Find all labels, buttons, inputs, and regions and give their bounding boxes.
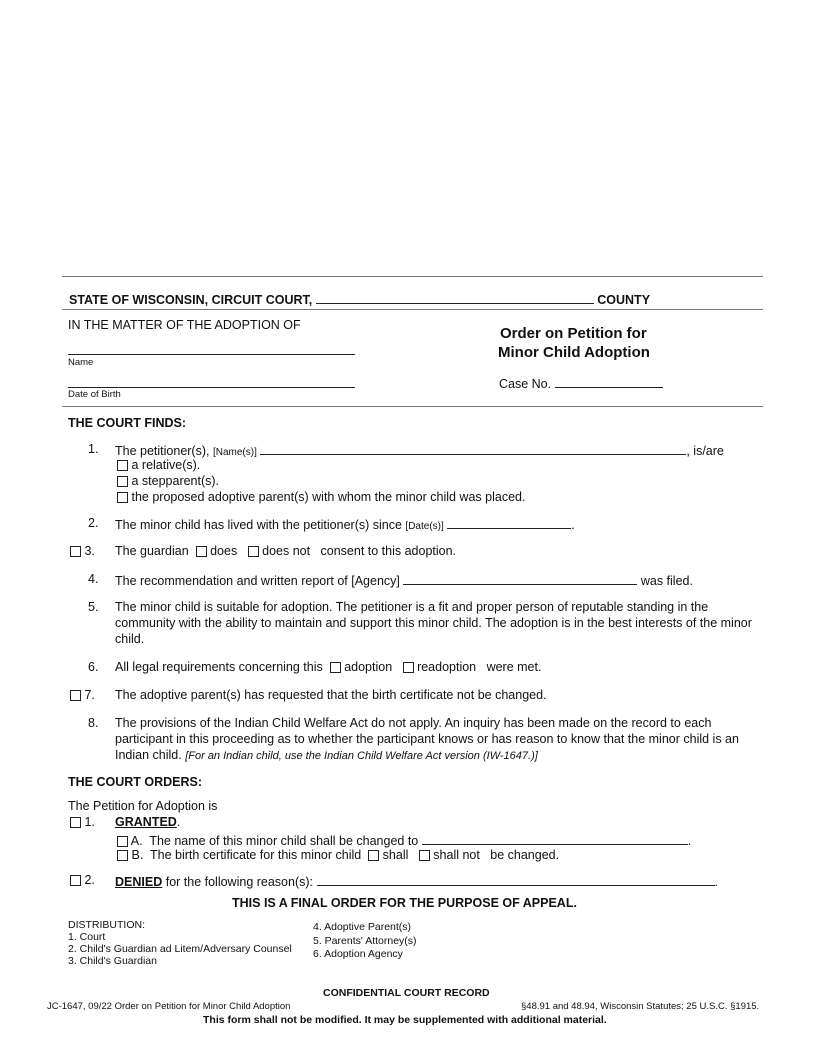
modification-notice: This form shall not be modified. It may be supplemented with additional material. [203,1014,607,1026]
order-1 [115,815,180,829]
stepparent-label: a stepparent(s). [131,474,220,488]
finding-1-bracket: [Name(s)] [212,447,257,458]
header-rule [62,309,763,310]
order-1-number: 1. [84,815,95,829]
order-1a-end: . [687,834,692,848]
finding-4-number: 4. [88,572,99,586]
stepparent-checkbox[interactable] [117,476,128,487]
date-of-birth-field[interactable] [68,387,355,388]
finding-1-suffix: , is/are [686,444,724,458]
distribution-item: 1. Court [68,931,106,943]
guardian-does-not-checkbox[interactable] [248,546,259,557]
adoption-label: adoption [344,660,393,674]
state-court-label: STATE OF WISCONSIN, CIRCUIT COURT, [69,293,313,307]
confidential-label: CONFIDENTIAL COURT RECORD [323,987,490,999]
finding-8-text: The provisions of the Indian Child Welfare Act do not apply. An inquiry has been made on the record to each participant in this proceeding as to whether the participant knows or has reason to know that the minor child is an Indian child. [115,716,739,762]
petitioner-names-field[interactable] [260,442,686,455]
order-2 [115,873,718,889]
order-1a [117,832,691,848]
finding-1-text: The petitioner(s), [115,444,210,458]
order-2-row [70,873,95,887]
finding-2-bracket: [Date(s)] [405,521,444,532]
denial-reasons-field[interactable] [317,873,715,886]
finding-3-checkbox[interactable] [70,546,81,557]
agency-field[interactable] [403,572,637,585]
order-1a-label: A. [130,834,143,848]
order-1b-label: B. [131,848,144,862]
finding-6-number: 6. [88,660,99,674]
distribution-item: 2. Child's Guardian ad Litem/Adversary Counsel [68,943,292,955]
distribution-heading: DISTRIBUTION: [68,919,146,931]
finding-1-option-b [117,474,219,488]
shall-checkbox[interactable] [368,850,379,861]
case-number-field[interactable] [555,375,663,388]
finding-3-row [70,544,95,558]
form-title-line1: Order on Petition for [500,325,647,342]
finding-4-end: was filed. [640,574,693,588]
county-label: COUNTY [597,293,651,307]
finding-2-text: The minor child has lived with the petitioner(s) since [115,518,402,532]
finding-4 [115,572,693,588]
does-label: does [210,544,238,558]
readoption-checkbox[interactable] [403,662,414,673]
caption-rule [62,406,763,407]
shall-not-checkbox[interactable] [419,850,430,861]
distribution-item: 6. Adoption Agency [313,948,403,960]
form-title-line2: Minor Child Adoption [498,344,650,361]
finding-7-checkbox[interactable] [70,690,81,701]
finding-1 [115,442,724,458]
finding-7-row [70,688,95,702]
child-name-field[interactable] [68,354,355,355]
finding-2-number: 2. [88,516,99,530]
adoptive-parent-checkbox[interactable] [117,492,128,503]
finding-1-option-a [117,458,200,472]
form-id: JC-1647, 09/22 Order on Petition for Minor Child Adoption [47,1001,291,1012]
denied-checkbox[interactable] [70,875,81,886]
readoption-label: readoption [417,660,477,674]
finding-3-number: 3. [84,544,95,558]
finding-8 [115,715,767,764]
finding-8-number: 8. [88,716,99,730]
order-1-row [70,815,95,829]
granted-checkbox[interactable] [70,817,81,828]
finding-6-end: were met. [486,660,542,674]
finding-2-end: . [571,518,575,532]
finding-3 [115,544,456,558]
county-field[interactable] [316,291,594,304]
final-order-notice: THIS IS A FINAL ORDER FOR THE PURPOSE OF APPEAL. [232,896,577,910]
order-1b-end: be changed. [490,848,560,862]
dob-label: Date of Birth [68,389,121,400]
finding-3-end: consent to this adoption. [320,544,457,558]
adoptive-parent-label: the proposed adoptive parent(s) with whom the minor child was placed. [131,490,526,504]
finding-6-text: All legal requirements concerning this [115,660,323,674]
name-label: Name [68,357,94,368]
order-2-number: 2. [84,873,95,887]
name-change-checkbox[interactable] [117,836,128,847]
order-1b-text: The birth certificate for this minor child [150,848,362,862]
guardian-does-checkbox[interactable] [196,546,207,557]
finding-6 [115,660,541,674]
finding-8-note: [For an Indian child, use the Indian Child Welfare Act version (IW-1647.)] [185,750,538,762]
finding-3-text: The guardian [115,544,189,558]
order-1b [117,848,559,862]
matter-label: IN THE MATTER OF THE ADOPTION OF [68,318,301,332]
case-number-row [499,375,663,391]
denied-end: . [714,875,718,889]
court-finds-heading: THE COURT FINDS: [68,416,187,430]
granted-end: . [176,815,181,829]
shall-label: shall [382,848,409,862]
denied-text: for the following reason(s): [165,875,314,889]
order-1a-text: The name of this minor child shall be changed to [149,834,419,848]
distribution-item: 4. Adoptive Parent(s) [313,921,412,933]
distribution-right [313,921,417,962]
statutes-reference: §48.91 and 48.94, Wisconsin Statutes; 25 U.S.C. §1915. [521,1001,760,1012]
finding-7-number: 7. [84,688,95,702]
finding-2 [115,516,575,532]
finding-1-option-c [117,490,525,504]
relative-label: a relative(s). [131,458,201,472]
finding-4-text: The recommendation and written report of [Agency] [115,574,400,588]
distribution-left [68,919,292,967]
granted-label: GRANTED [115,815,177,829]
adoption-checkbox[interactable] [330,662,341,673]
finding-1-number: 1. [88,442,99,456]
distribution-item: 5. Parents' Attorney(s) [313,934,417,947]
finding-5-number: 5. [88,600,99,614]
relative-checkbox[interactable] [117,460,128,471]
birth-certificate-checkbox[interactable] [117,850,128,861]
court-header [69,291,650,307]
top-rule [62,276,763,277]
finding-5-text: The minor child is suitable for adoption. The petitioner is a fit and proper person of reputable standing in the community with the ability to maintain and support this minor child. The adoption is in the best interests of the minor child. [115,600,752,646]
does-not-label: does not [262,544,311,558]
distribution-item: 3. Child's Guardian [68,955,157,967]
shall-not-label: shall not [433,848,480,862]
court-orders-heading: THE COURT ORDERS: [68,775,203,789]
case-no-label: Case No. [499,377,552,391]
finding-7-text: The adoptive parent(s) has requested that the birth certificate not be changed. [115,688,547,702]
denied-label: DENIED [115,875,163,889]
new-name-field[interactable] [422,832,688,845]
orders-intro: The Petition for Adoption is [68,799,218,813]
lived-since-date-field[interactable] [447,516,571,529]
